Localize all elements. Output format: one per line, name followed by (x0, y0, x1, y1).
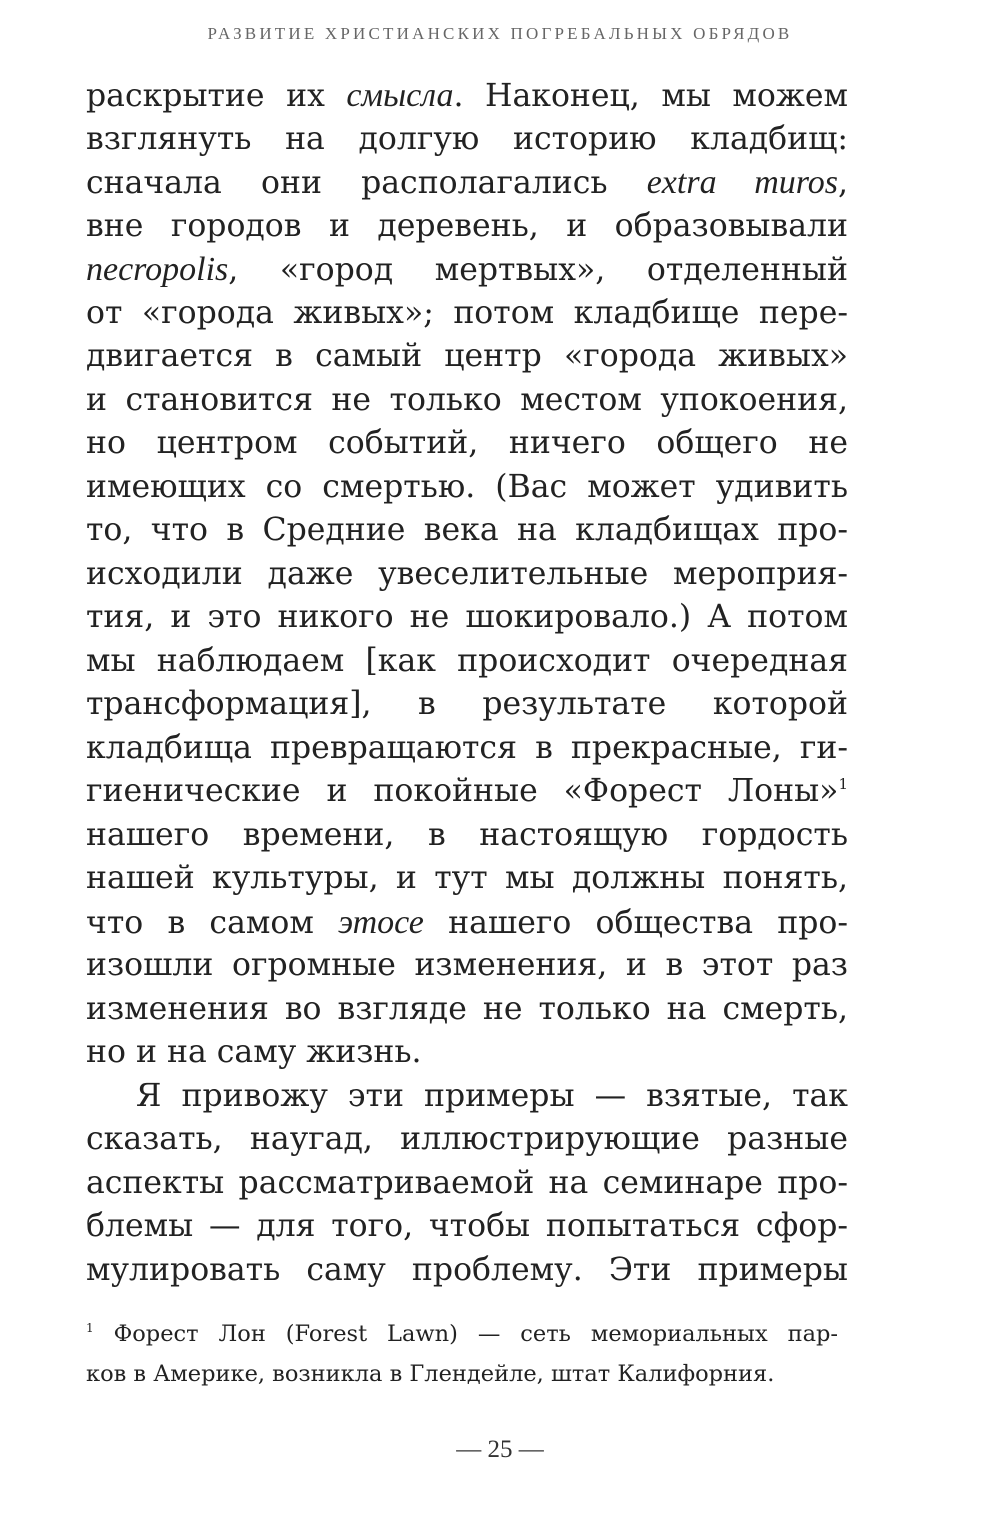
footnote-line: $^1$ Форест Лон (Forest Lawn) — сеть мемориальных пар- (86, 1321, 838, 1347)
text-line: взглянуть на долгую историю кладбищ: (86, 120, 848, 157)
footnote-line: ков в Америке, возникла в Глендейле, штат Калифорния. (86, 1361, 775, 1387)
text-line: вне городов и деревень, и образовывали (86, 207, 848, 244)
text-line: но и на саму жизнь. (86, 1034, 422, 1070)
page-number: — 25 — (456, 1436, 544, 1463)
text-line: Я привожу эти примеры — взятые, так (136, 1077, 848, 1114)
text-line: гиенические и покойные «Форест Лоны»$^1$ (86, 773, 848, 809)
text-line: сказать, наугад, иллюстрирующие разные (86, 1121, 848, 1157)
text-line: мы наблюдаем [как происходит очередная (86, 642, 848, 679)
text-line: тия, и это никого не шокировало.) А потом (86, 599, 848, 635)
main-text (86, 74, 848, 1292)
text-line: кладбища превращаются в прекрасные, ги- (86, 729, 848, 766)
text-line: исходили даже увеселительные мероприя- (86, 555, 848, 592)
footnote (86, 1314, 838, 1394)
text-line: имеющих со смертью. (Вас может удивить (86, 468, 848, 505)
text-line: изменения во взгляде не только на смерть, (86, 990, 848, 1027)
text-line: сначала они располагались extra muros, (86, 164, 848, 201)
footnote-reference[interactable]: 1 (838, 775, 848, 793)
text-line: аспекты рассматриваемой на семинаре про- (86, 1164, 848, 1201)
text-line: но центром событий, ничего общего не (86, 425, 848, 461)
text-line: двигается в самый центр «города живых» (86, 338, 848, 374)
text-line: раскрытие их смысла. Наконец, мы можем (86, 77, 848, 114)
text-line: от «города живых»; потом кладбище пере- (86, 294, 848, 331)
text-line: изошли огромные изменения, и в этот раз (86, 947, 848, 983)
footnote-mark: 1 (86, 1321, 94, 1335)
text-line: блемы — для того, чтобы попытаться сфор- (86, 1208, 848, 1244)
text-line: нашего времени, в настоящую гордость (86, 816, 848, 853)
text-line: necropolis, «город мертвых», отделенный (86, 251, 848, 288)
text-line: трансформация], в результате которой (86, 686, 848, 722)
text-line: мулировать саму проблему. Эти примеры (86, 1251, 848, 1288)
running-head: РАЗВИТИЕ ХРИСТИАНСКИХ ПОГРЕБАЛЬНЫХ ОБРЯДОВ (207, 24, 793, 43)
text-line: нашей культуры, и тут мы должны понять, (86, 860, 848, 896)
text-line: что в самом этосе нашего общества про- (86, 903, 848, 941)
text-line: и становится не только местом упокоения, (86, 381, 848, 418)
text-line: то, что в Средние века на кладбищах про- (86, 512, 848, 548)
